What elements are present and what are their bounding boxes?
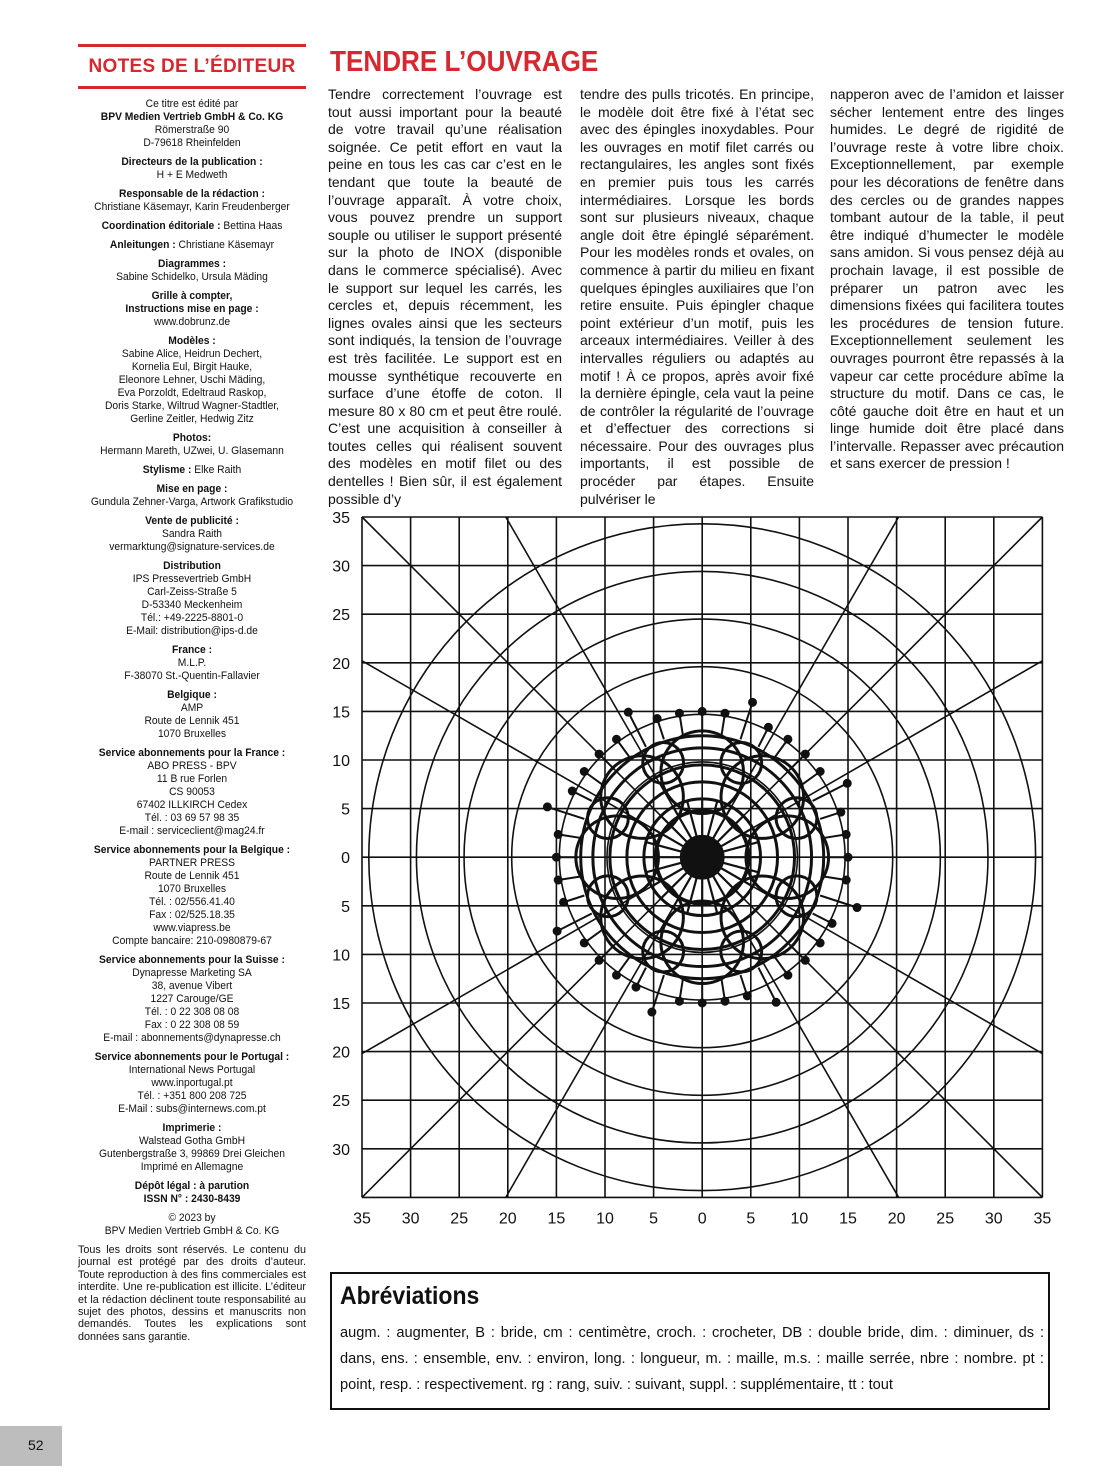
imprint-line: D-79618 Rheinfelden: [143, 137, 241, 149]
x-axis-label: 15: [547, 1210, 566, 1228]
imprint-line: ISSN N° : 2430-8439: [143, 1193, 241, 1205]
doily-picot: [749, 698, 757, 706]
imprint-line: Römerstraße 90: [154, 124, 230, 136]
imprint-line: 11 B rue Forlen: [156, 773, 228, 785]
doily-spike: [813, 783, 848, 801]
imprint-line: D-53340 Meckenheim: [141, 599, 243, 611]
doily-picot: [675, 997, 683, 1005]
x-axis-label: 0: [697, 1210, 707, 1228]
imprint-line: [87, 239, 297, 252]
imprint-line: Service abonnements pour la France :: [98, 747, 286, 759]
imprint-line: Service abonnements pour le Portugal :: [94, 1051, 290, 1063]
imprint-line: vermarktung@signature-services.de: [109, 541, 275, 553]
imprint-label: Coordination éditoriale :: [101, 220, 221, 232]
imprint-line: Route de Lennik 451: [144, 715, 240, 727]
doily-spike: [628, 712, 646, 747]
imprint-line: 67402 ILLKIRCH Cedex: [136, 799, 248, 811]
doily-picot: [613, 735, 621, 743]
imprint-line: Modèles :: [168, 335, 216, 347]
imprint-block: [87, 954, 297, 1045]
article-column-2: tendre des pulls tricotés. En principe, le modèle doit être fixé à l’état sec avec des épingles inoxydables. Pour les ouvrages en motif filet carrés ou rectangulaires, les angles sont fixés en premier puis tous les carrés intermédiaires. Lorsque les bords sont sur plusieurs niveaux, chaque angle doit être épinglé séparément. Pour les modèles ronds et ovales, on commence à partir du milieu en fixant quelques épingles auxiliaires que l’on retire ensuite. Puis épingler chaque point extérieur d’un motif, puis les arceaux intermédiaires. Veiller à des intervalles réguliers ou adaptés au motif ! À ce propos, après avoir fixé la dernière épingle, cela vaut la peine de contrôler la régularité de l’ouvrage et d’effectuer des corrections si nécessaire. Pour des ouvrages plus importants, il est possible de procéder par étapes. Ensuite pulvériser le: [580, 86, 814, 507]
imprint-line: Dynapresse Marketing SA: [132, 967, 252, 979]
imprint-line: Fax : 0 22 308 08 59: [144, 1019, 240, 1031]
doily-picot: [842, 876, 850, 884]
y-axis-label: 20: [332, 1044, 350, 1062]
imprint-value: Elke Raith: [191, 464, 242, 476]
imprint-line: © 2023 by: [168, 1212, 216, 1224]
doily-picot: [828, 919, 836, 927]
imprint-line: www.dobrunz.de: [153, 316, 231, 328]
sidebar-title: NOTES DE L’ÉDITEUR: [88, 56, 296, 77]
doily-picot: [764, 723, 772, 731]
x-axis-label: 20: [498, 1210, 517, 1228]
imprint-line: Tél. : 02/556.41.40: [149, 896, 235, 908]
imprint-block: [87, 483, 297, 509]
imprint-line: Christiane Käsemayr, Karin Freudenberger: [94, 201, 290, 213]
imprint-line: E-mail : serviceclient@mag24.fr: [119, 825, 265, 837]
article-title: TENDRE L’OUVRAGE: [330, 46, 599, 78]
article-column-3: napperon avec de l’amidon et laisser sécher lentement entre des linges humides. Le degré de rigidité de l’ouvrage reste à votre libre choix. Exceptionnellement, par exemple pour les décorations de fenêtre dans des cercles ou de grandes nappes tombant autour de la table, il peut être indiqué d’humecter le modèle sans amidon. Si vous pensez déjà au prochain lavage, il est possible de préparer un patron avec les dimensions fixées qui facilitera toutes les procédures de tension future. Exceptionnellement seulement les ouvrages pourront être repassés à la vapeur car cette procédure abîme la structure du motif. Dans ce cas, le côté gauche doit être en haut et un linge humide doit être placé dans l’intervalle. Repasser avec précaution et sans exercer de pression !: [830, 86, 1064, 472]
blocking-board-diagram: [320, 506, 1060, 1239]
y-axis-label: 15: [332, 996, 350, 1013]
imprint-line: AMP: [180, 702, 204, 714]
imprint-block: [87, 188, 297, 214]
doily-picot: [624, 708, 632, 716]
imprint-block: [87, 220, 297, 233]
abbreviations-text: augm. : augmenter, B : bride, cm : centimètre, croch. : crocheter, DB : double bride, dim. : diminuer, ds : dans, ens. : ensemble, env. : environ, long. : longueur, m. : maille, m.s. : maille serrée, nbre : nombre. pt : point, resp. : respectivement. rg : rang, suiv. : suivant, suppl. : supplémentaire, tt : tout: [340, 1325, 1044, 1393]
imprint-line: Walstead Gotha GmbH: [138, 1135, 246, 1147]
imprint-block: [87, 644, 297, 683]
imprint-value: Bettina Haas: [220, 220, 283, 232]
y-axis-label: 25: [332, 1093, 350, 1111]
imprint-line: Fax : 02/525.18.35: [149, 909, 235, 921]
imprint-line: Directeurs de la publication :: [121, 156, 263, 168]
imprint-line: Diagrammes :: [157, 258, 227, 270]
imprint-line: Route de Lennik 451: [144, 870, 240, 882]
doily-picot: [772, 998, 780, 1006]
doily-picot: [853, 904, 861, 912]
sidebar-bottom-rule: [78, 86, 306, 89]
imprint-line: CS 90053: [169, 786, 215, 798]
x-axis-label: 25: [450, 1210, 469, 1228]
doily-center: [680, 835, 724, 879]
imprint-line: France :: [171, 644, 213, 656]
doily-picot: [698, 707, 706, 715]
imprint-line: Service abonnements pour la Suisse :: [99, 954, 285, 966]
imprint-line: 38, avenue Vibert: [151, 980, 233, 992]
imprint-block: [87, 464, 297, 477]
imprint-block: [87, 1122, 297, 1174]
editor-notes-sidebar: [78, 44, 306, 1343]
x-axis-label: 35: [353, 1210, 371, 1228]
imprint-line: 1070 Bruxelles: [157, 883, 227, 895]
imprint-line: IPS Pressevertrieb GmbH: [132, 573, 252, 585]
doily-picot: [842, 830, 850, 838]
imprint-block: [87, 689, 297, 741]
x-axis-label: 15: [839, 1210, 857, 1228]
doily-picot: [595, 956, 603, 964]
imprint-line: Vente de publicité :: [145, 515, 239, 527]
imprint-block: [87, 239, 297, 252]
imprint-block: [87, 1180, 297, 1206]
abbreviations-title: Abréviations: [340, 1282, 480, 1310]
imprint-line: Hermann Mareth, UZwei, U. Glasemann: [100, 445, 284, 457]
imprint-line: Kornelia Eul, Birgit Hauke,: [131, 361, 253, 373]
x-axis-label: 10: [596, 1210, 614, 1228]
imprint-label: Anleitungen :: [109, 239, 176, 251]
doily-picot: [595, 750, 603, 758]
page-number: 52: [28, 1437, 44, 1453]
y-axis-label: 10: [332, 947, 350, 965]
doily-picot: [843, 779, 851, 787]
imprint-line: F-38070 St.-Quentin-Fallavier: [124, 670, 260, 682]
imprint-line: Grille à compter,: [151, 290, 233, 302]
doily-picot: [816, 939, 824, 947]
x-axis-label: 5: [746, 1210, 756, 1228]
abbreviations-box: [330, 1272, 1050, 1410]
imprint-line: Ce titre est édité par: [145, 98, 239, 110]
x-axis-label: 5: [649, 1210, 659, 1228]
imprint-line: Compte bancaire: 210-0980879-67: [112, 935, 272, 947]
imprint-line: Distribution: [163, 560, 221, 572]
imprint-line: BPV Medien Vertrieb GmbH & Co. KG: [104, 1225, 280, 1237]
imprint-line: E-mail : abonnements@dynapresse.ch: [103, 1032, 281, 1044]
doily-picot: [543, 803, 551, 811]
imprint-block: [87, 258, 297, 284]
doily-picot: [784, 971, 792, 979]
imprint-label: Stylisme :: [142, 464, 192, 476]
doily-picot: [554, 830, 562, 838]
x-axis-label: 20: [887, 1210, 906, 1228]
imprint-blocks: [87, 98, 297, 1238]
imprint-line: Gutenbergstraße 3, 99869 Drei Gleichen: [99, 1148, 285, 1160]
x-axis-label: 35: [1033, 1210, 1052, 1228]
imprint-block: [87, 156, 297, 182]
imprint-line: Eleonore Lehner, Uschi Mäding,: [118, 374, 266, 386]
imprint-line: Mise en page :: [156, 483, 228, 495]
doily-picot: [721, 997, 729, 1005]
doily-picot: [653, 715, 661, 723]
imprint-line: Belgique :: [167, 689, 217, 701]
imprint-line: E-Mail: distribution@ips-d.de: [126, 625, 258, 637]
doily-picot: [580, 939, 588, 947]
imprint-line: Sabine Alice, Heidrun Dechert,: [121, 348, 263, 360]
doily-picot: [648, 1008, 656, 1016]
imprint-line: Tél.: +49-2225-8801-0: [140, 612, 244, 624]
y-axis-label: 30: [332, 1141, 350, 1159]
y-axis-label: 10: [332, 753, 350, 770]
imprint-line: Imprimé en Allemagne: [140, 1161, 244, 1173]
imprint-line: Imprimerie :: [162, 1122, 222, 1134]
imprint-line: BPV Medien Vertrieb GmbH & Co. KG: [100, 111, 284, 123]
imprint-block: [87, 515, 297, 554]
doily-picot: [721, 709, 729, 717]
imprint-line: 1070 Bruxelles: [157, 728, 227, 740]
doily-picot: [801, 956, 809, 964]
imprint-line: Carl-Zeiss-Straße 5: [147, 586, 237, 598]
doily-picot: [580, 768, 588, 776]
blocking-grid-svg: [320, 506, 1060, 1234]
imprint-block: [87, 1212, 297, 1238]
imprint-block: [87, 1051, 297, 1116]
imprint-line: Doris Starke, Wiltrud Wagner-Stadtler,: [104, 400, 280, 412]
imprint-line: M.L.P.: [177, 657, 207, 669]
doily-picot: [553, 927, 561, 935]
doily-picot: [698, 999, 706, 1007]
rights-notice: Tous les droits sont réservés. Le contenu du journal est protégé par des droits d’auteur. Toute reproduction à des fins commerciales est interdite. Une re-publication est illicite. L’éditeur et la rédaction déclinent toute responsabilité au sujet des photos, dessins et manuscrits non demandés. Toutes les explications sont données sans garantie.: [78, 1244, 306, 1343]
doily-picot: [801, 750, 809, 758]
imprint-line: www.viapress.be: [153, 922, 231, 934]
imprint-line: Photos:: [172, 432, 212, 444]
imprint-line: H + E Medweth: [156, 169, 228, 181]
imprint-line: Service abonnements pour la Belgique :: [93, 844, 291, 856]
doily-picot: [837, 808, 845, 816]
imprint-block: [87, 98, 297, 150]
doily-picot: [784, 735, 792, 743]
imprint-line: Sandra Raith: [161, 528, 223, 540]
imprint-line: E-Mail : subs@internews.com.pt: [118, 1103, 266, 1115]
x-axis-label: 25: [936, 1210, 955, 1228]
doily-picot: [632, 983, 640, 991]
imprint-line: Tél. : +351 800 208 725: [137, 1090, 247, 1102]
x-axis-label: 10: [790, 1210, 809, 1228]
doily-picot: [568, 787, 576, 795]
y-axis-label: 35: [332, 510, 350, 527]
imprint-block: [87, 844, 297, 948]
imprint-line: www.inportugal.pt: [151, 1077, 233, 1089]
imprint-line: Eva Porzoldt, Edeltraud Raskop,: [117, 387, 267, 399]
imprint-line: Tél. : 03 69 57 98 35: [144, 812, 240, 824]
y-axis-label: 5: [341, 801, 350, 819]
imprint-line: Instructions mise en page :: [125, 303, 259, 315]
y-axis-label: 15: [332, 704, 350, 722]
doily-picot: [554, 876, 562, 884]
doily-picot: [560, 898, 568, 906]
doily-picot: [675, 709, 683, 717]
imprint-block: [87, 335, 297, 426]
x-axis-label: 30: [401, 1210, 420, 1228]
imprint-line: International News Portugal: [128, 1064, 256, 1076]
doily-spike: [557, 913, 592, 931]
imprint-line: PARTNER PRESS: [149, 857, 235, 869]
y-axis-label: 25: [332, 607, 350, 625]
doily-picot: [743, 992, 751, 1000]
imprint-line: Gerline Zeitler, Hedwig Zitz: [130, 413, 254, 425]
imprint-line: Gundula Zehner-Varga, Artwork Grafikstudio: [90, 496, 294, 508]
imprint-value: Christiane Käsemayr: [175, 239, 275, 251]
y-axis-label: 0: [341, 850, 350, 868]
imprint-block: [87, 747, 297, 838]
doily-spike: [758, 968, 776, 1003]
imprint-line: Responsable de la rédaction :: [119, 188, 265, 200]
imprint-line: [87, 464, 297, 477]
doily-picot: [552, 853, 560, 861]
doily-picot: [613, 971, 621, 979]
x-axis-label: 30: [984, 1210, 1003, 1228]
imprint-line: 1227 Carouge/GE: [150, 993, 234, 1005]
doily-picot: [816, 768, 824, 776]
doily-picot: [844, 853, 852, 861]
imprint-line: Dépôt légal : à parution: [134, 1180, 250, 1192]
y-axis-label: 20: [332, 655, 350, 673]
article-column-1: Tendre correctement l’ouvrage est tout aussi important pour la beauté de votre travail qu’une réalisation soignée. Ce petit effort en vaut la peine en tous les cas car c’est en le tendant que toute la beauté de l’ouvrage apparaît. À votre choix, vous pouvez prendre un support souple ou utiliser le support présenté sur la photo de INOX (disponible dans le commerce spécialisé). Avec le support sur lequel les carrés, les cercles et, depuis récemment, les lignes ovales ainsi que les secteurs sont indiqués, la tension de l’ouvrage est très facilitée. Le support est en mousse synthétique recouverte en surface d’une étoffe de coton. Il mesure 80 x 80 cm et peut être roulé. C’est une acquisition à conseiller à toutes celles qui réalisent souvent des modèles en motif filet ou des dentelles ! Bien sûr, il est également possible d’y: [328, 86, 562, 507]
y-axis-label: 5: [341, 898, 350, 916]
imprint-block: [87, 432, 297, 458]
imprint-line: ABO PRESS - BPV: [147, 760, 237, 772]
page-number-tab: [0, 1426, 62, 1466]
imprint-block: [87, 560, 297, 638]
y-axis-label: 30: [332, 558, 350, 576]
imprint-block: [87, 290, 297, 329]
imprint-line: Sabine Schidelko, Ursula Mäding: [116, 271, 268, 283]
imprint-line: [87, 220, 297, 233]
imprint-line: Tél. : 0 22 308 08 08: [144, 1006, 240, 1018]
